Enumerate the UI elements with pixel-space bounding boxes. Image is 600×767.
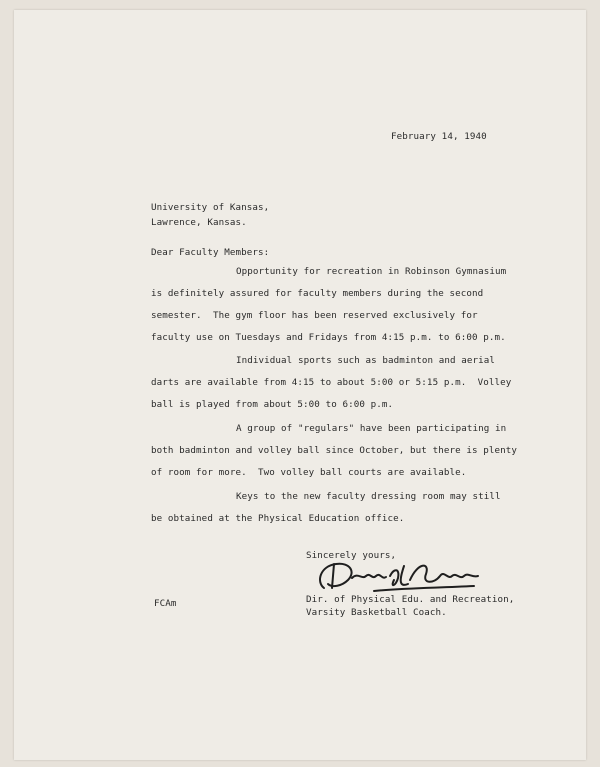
body-line: ball is played from about 5:00 to 6:00 p.m. (151, 399, 394, 410)
body-line: Individual sports such as badminton and aerial (236, 355, 496, 366)
letter-date: February 14, 1940 (391, 131, 487, 142)
closing: Sincerely yours, (306, 550, 397, 561)
body-line: is definitely assured for faculty members during the second (151, 288, 484, 299)
signer-title-1: Dir. of Physical Edu. and Recreation, (306, 594, 515, 605)
body-line: A group of "regulars" have been participating in (236, 423, 507, 434)
body-line: faculty use on Tuesdays and Fridays from 4:15 p.m. to 6:00 p.m. (151, 332, 506, 343)
body-line: of room for more. Two volley ball courts are available. (151, 467, 467, 478)
salutation: Dear Faculty Members: (151, 247, 270, 258)
body-line: semester. The gym floor has been reserved exclusively for (151, 310, 478, 321)
signer-title-2: Varsity Basketball Coach. (306, 607, 447, 618)
address-line-2: Lawrence, Kansas. (151, 217, 247, 228)
body-line: Keys to the new faculty dressing room may still (236, 491, 501, 502)
letter-sheet (14, 10, 586, 760)
body-line: both badminton and volley ball since October, but there is plenty (151, 445, 518, 456)
body-line: darts are available from 4:15 to about 5:00 or 5:15 p.m. Volley (151, 377, 512, 388)
body-line: Opportunity for recreation in Robinson Gymnasium (236, 266, 507, 277)
address-line-1: University of Kansas, (151, 202, 270, 213)
body-line: be obtained at the Physical Education office. (151, 513, 405, 524)
handwritten-signature (314, 558, 484, 596)
typist-initials: FCAm (154, 598, 177, 609)
